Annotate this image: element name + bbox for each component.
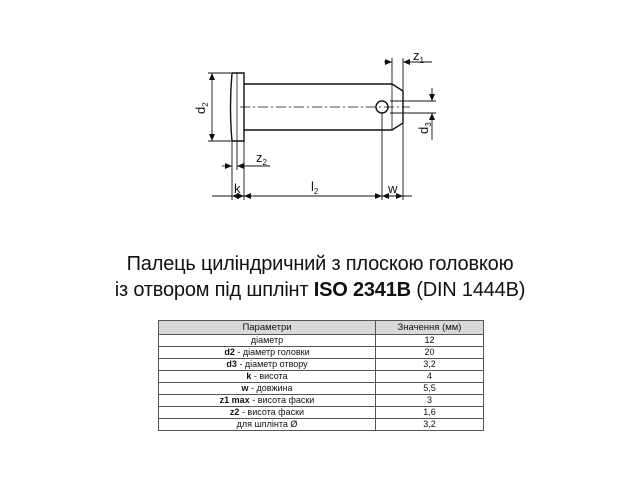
param-symbol: w [241, 383, 249, 393]
value-cell: 3,2 [376, 419, 484, 431]
title-line-1: Палець циліндричний з плоскою головкою [126, 253, 514, 275]
param-symbol: k [246, 371, 252, 381]
value-cell: 3 [376, 395, 484, 407]
title-line-2 [0, 277, 640, 303]
label-z1: $z_1$ [413, 48, 424, 65]
table-row [159, 347, 484, 359]
label-k: k [234, 181, 241, 196]
param-cell [159, 419, 376, 431]
param-cell [159, 359, 376, 371]
param-label: - довжина [248, 383, 293, 393]
param-label: діаметр [250, 335, 284, 345]
standard-iso: ISO 2341B [313, 279, 411, 301]
param-label: - висота фаски [249, 395, 315, 405]
table-row [159, 407, 484, 419]
header-parameters: Параметри [159, 321, 376, 335]
table-header-row [159, 321, 484, 335]
title-line-2-pre: із отвором під шплінт [114, 279, 314, 301]
param-symbol: z1 max [219, 395, 250, 405]
title-line-2-post: (DIN 1444B) [410, 279, 526, 301]
table-row [159, 383, 484, 395]
table-row [159, 395, 484, 407]
label-l2: $l_2$ [311, 179, 319, 196]
param-symbol: d3 [226, 359, 237, 369]
table-row [159, 371, 484, 383]
param-cell [159, 383, 376, 395]
value-cell: 5,5 [376, 383, 484, 395]
param-symbol: d2 [224, 347, 235, 357]
label-d3: $d_3$ [416, 122, 433, 134]
param-label: - діаметр отвору [236, 359, 308, 369]
param-cell [159, 395, 376, 407]
table-row [159, 419, 484, 431]
value-cell: 1,6 [376, 407, 484, 419]
label-w: w [388, 181, 398, 196]
param-label: - висота [251, 371, 288, 381]
param-symbol: z2 [229, 407, 240, 417]
table-row [159, 335, 484, 347]
value-cell: 20 [376, 347, 484, 359]
param-label: - діаметр головки [234, 347, 310, 357]
param-cell [159, 347, 376, 359]
label-z2: $z_2$ [256, 150, 267, 167]
value-cell: 12 [376, 335, 484, 347]
value-cell: 3,2 [376, 359, 484, 371]
param-label: для шплінта Ø [236, 419, 298, 429]
param-cell [159, 371, 376, 383]
header-values: Значення (мм) [376, 321, 484, 335]
param-label: - висота фаски [239, 407, 305, 417]
table-row [159, 359, 484, 371]
value-cell: 4 [376, 371, 484, 383]
label-d2: $d_2$ [193, 102, 210, 114]
param-cell [159, 335, 376, 347]
param-cell [159, 407, 376, 419]
parameters-table [158, 320, 484, 431]
